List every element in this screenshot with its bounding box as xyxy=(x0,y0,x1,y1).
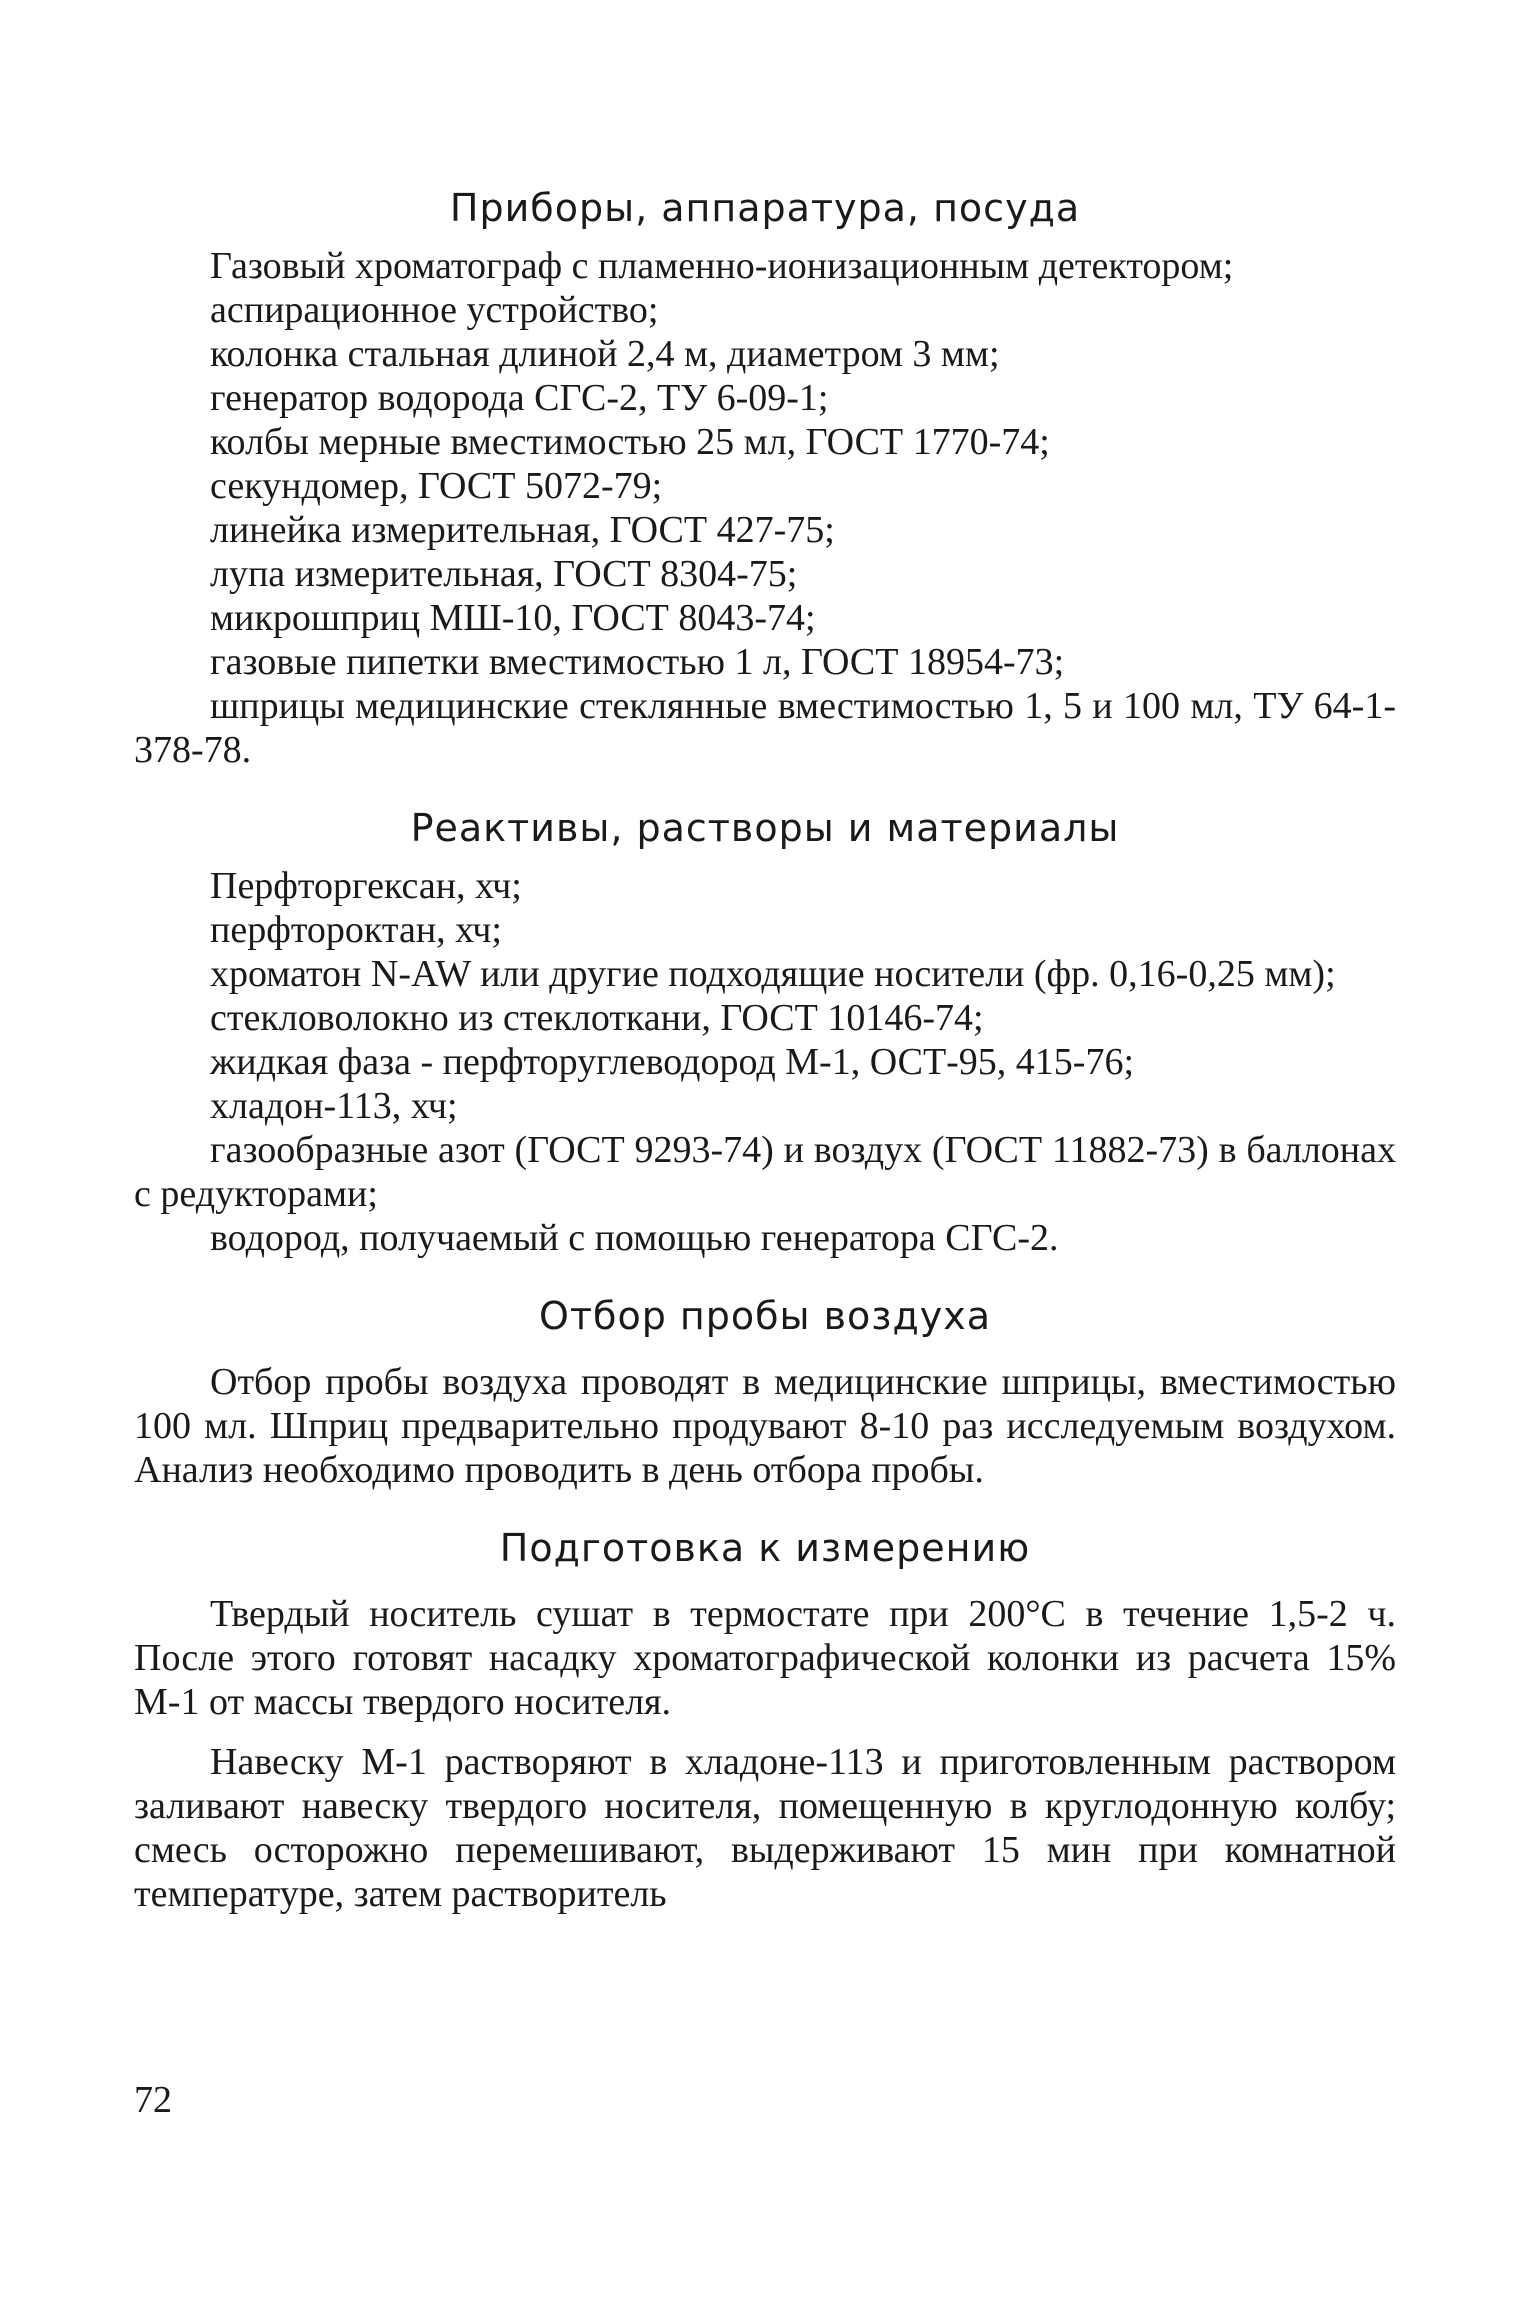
list-item: газообразные азот (ГОСТ 9293-74) и воздух (ГОСТ 11882-73) в баллонах с редукторами; xyxy=(134,1129,1396,1215)
list-item: хладон-113, хч; xyxy=(210,1085,458,1127)
list-item: Газовый хроматограф с пламенно-ионизационным детектором; xyxy=(210,245,1234,287)
page-content xyxy=(134,180,1396,1916)
section-reagents xyxy=(134,800,1396,1260)
section-heading-reagents: Реактивы, растворы и материалы xyxy=(410,806,1120,850)
page-number: 72 xyxy=(134,2079,172,2121)
list-item: водород, получаемый с помощью генератора СГС-2. xyxy=(210,1217,1059,1259)
list-item: Перфторгексан, хч; xyxy=(210,865,522,907)
list-item: газовые пипетки вместимостью 1 л, ГОСТ 18954-73; xyxy=(210,641,1065,683)
paragraph: Навеску М-1 растворяют в хладоне-113 и приготовленным раствором заливают навеску твердого носителя, помещенную в круглодонную колбу; смесь осторожно перемешивают, выдерживают 15 мин при комнатной температуре, затем растворитель xyxy=(134,1741,1396,1915)
list-item: секундомер, ГОСТ 5072-79; xyxy=(210,465,663,507)
section-heading-equipment: Приборы, аппаратура, посуда xyxy=(449,186,1081,230)
section-sampling xyxy=(134,1288,1396,1492)
reagents-list xyxy=(134,864,1396,1260)
list-item: хроматон N-AW или другие подходящие носители (фр. 0,16-0,25 мм); xyxy=(210,953,1336,995)
paragraph: Твердый носитель сушат в термостате при 200°С в течение 1,5-2 ч. После этого готовят насадку хроматографической колонки из расчета 15% М-1 от массы твердого носителя. xyxy=(134,1593,1396,1723)
list-item: колонка стальная длиной 2,4 м, диаметром 3 мм; xyxy=(210,333,1000,375)
paragraph: Отбор пробы воздуха проводят в медицинские шприцы, вместимостью 100 мл. Шприц предварительно продувают 8-10 раз исследуемым воздухом. Анализ необходимо проводить в день отбора пробы. xyxy=(134,1361,1396,1491)
section-heading-preparation: Подготовка к измерению xyxy=(499,1526,1031,1570)
list-item: шприцы медицинские стеклянные вместимостью 1, 5 и 100 мл, ТУ 64-1-378-78. xyxy=(134,685,1396,771)
list-item: жидкая фаза - перфторуглеводород М-1, ОСТ-95, 415-76; xyxy=(210,1041,1135,1083)
list-item: аспирационное устройство; xyxy=(210,289,659,331)
list-item: линейка измерительная, ГОСТ 427-75; xyxy=(210,509,835,551)
list-item: стекловолокно из стеклоткани, ГОСТ 10146-74; xyxy=(210,997,984,1039)
section-heading-sampling: Отбор пробы воздуха xyxy=(538,1294,992,1338)
list-item: микрошприц МШ-10, ГОСТ 8043-74; xyxy=(210,597,816,639)
list-item: перфтороктан, хч; xyxy=(210,909,502,951)
section-preparation xyxy=(134,1520,1396,1916)
list-item: лупа измерительная, ГОСТ 8304-75; xyxy=(210,553,798,595)
equipment-list xyxy=(134,244,1396,772)
section-equipment xyxy=(134,180,1396,772)
list-item: колбы мерные вместимостью 25 мл, ГОСТ 1770-74; xyxy=(210,421,1050,463)
list-item: генератор водорода СГС-2, ТУ 6-09-1; xyxy=(210,377,829,419)
